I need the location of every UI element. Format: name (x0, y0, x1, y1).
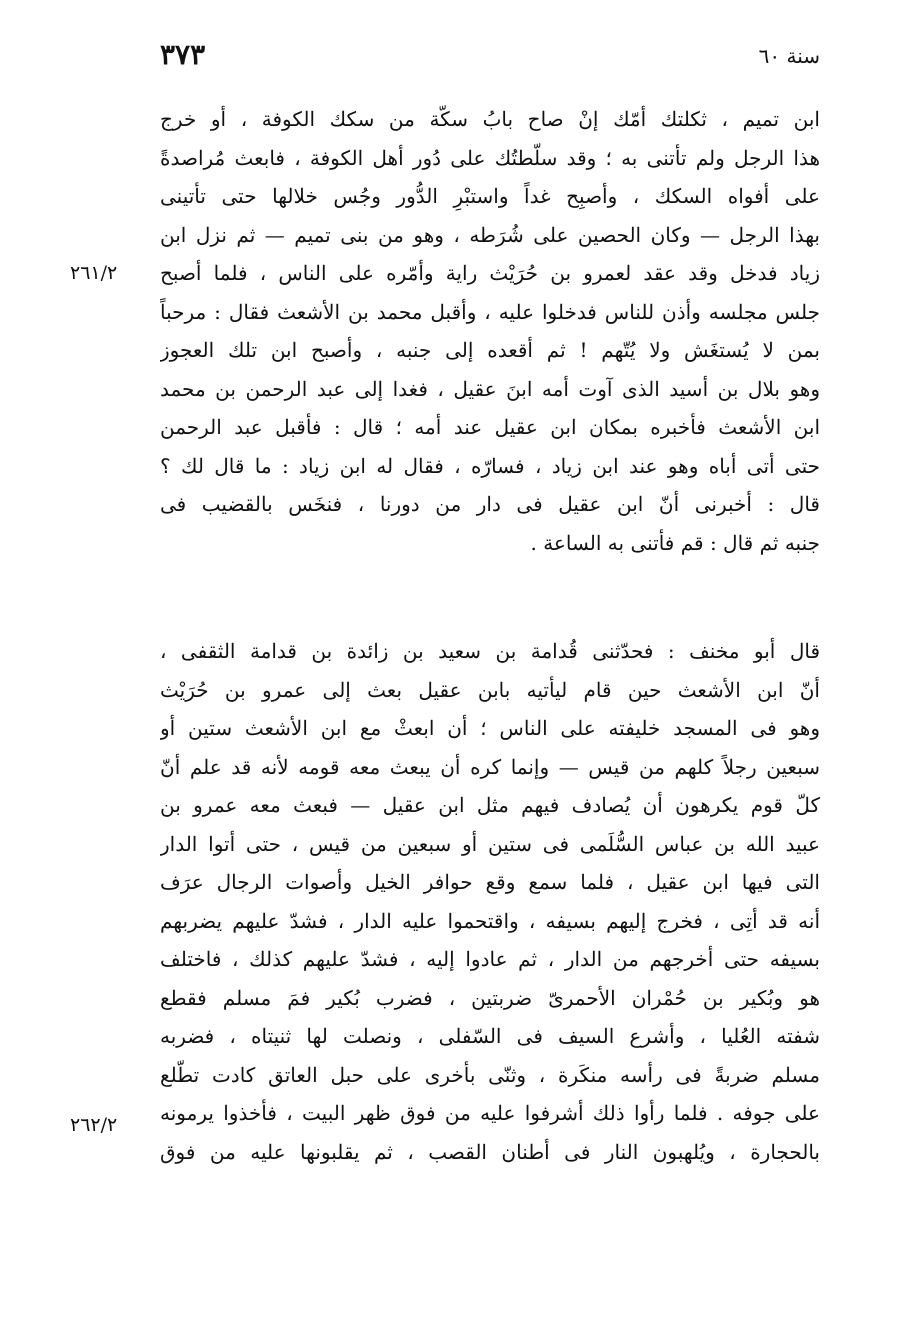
text-line: جنبه ثم قال : قم فأتنى به الساعة . (530, 530, 820, 555)
margin-reference: ٢٦٢/٢ (70, 1114, 118, 1136)
text-line: على أفواه السكك ، وأصبِح غداً واستبْرِ الدُّور وجُس خلالها حتى تأتينى (160, 184, 820, 208)
text-line: قال : أخبرنى أنّ ابن عقيل فى دار من دورنا ، فنخَس بالقضيب فى (160, 492, 820, 516)
margin-reference: ٢٦١/٢ (70, 262, 118, 284)
text-line: هذا الرجل ولم تأتنى به ؛ وقد سلّطتُك على دُور أهل الكوفة ، فابعث مُراصدةً (160, 145, 820, 170)
text-line: زياد فدخل وقد عقد لعمرو بن حُرَيْث راية وأمّره على الناس ، فلما أصبح (160, 261, 820, 285)
text-line: على جوفه . فلما رأوا ذلك أشرفوا عليه من فوق ظهر البيت ، فأخذوا يرمونه (160, 1101, 820, 1125)
text-line: بسيفه حتى أخرجهم من الدار ، ثم عادوا إليه ، فشدّ عليهم كذلك ، فاختلف (160, 947, 820, 971)
text-line: التى فيها ابن عقيل ، فلما سمع وقع حوافر الخيل وأصوات الرجال عرَف (160, 870, 820, 894)
text-line: قال أبو مخنف : فحدّثنى قُدامة بن سعيد بن زائدة بن قدامة الثقفى ، (160, 639, 820, 663)
page-header (160, 38, 820, 78)
text-line: حتى أتى أباه وهو عند ابن زياد ، فسارّه ، فقال له ابن زياد : ما قال لك ؟ (160, 453, 820, 478)
text-line: بالحجارة ، ويُلهبون النار فى أطنان القصب ، ثم يقلبونها عليه من فوق (160, 1139, 820, 1164)
text-line: مسلم ضربةً فى رأسه منكَرة ، وثنّى بأخرى على حبل العاتق كادت تطّلع (160, 1062, 820, 1087)
text-line: هو وبُكير بن حُمْران الأحمرىّ ضربتين ، فضرب بُكير فمَ مسلم فقطع (160, 985, 820, 1010)
text-line: بمن لا يُستغَش ولا يُتّهم ! ثم أقعده إلى جنبه ، وأصبح ابن تلك العجوز (160, 338, 820, 362)
running-head-year: سنة ٦٠ (758, 44, 820, 68)
text-line: جلس مجلسه وأذن للناس فدخلوا عليه ، وأقبل محمد بن الأشعث فقال : مرحباً (160, 299, 820, 324)
paragraph (160, 100, 820, 562)
text-line: ابن الأشعث فأخبره بمكان ابن عقيل عند أمه ؛ قال : فأقبل عبد الرحمن (160, 415, 820, 439)
text-line: بهذا الرجل — وكان الحصين على شُرَطه ، وهو من بنى تميم — ثم نزل ابن (160, 222, 820, 247)
text-line: سبعين رجلاً كلهم من قيس — وإنما كره أن يبعث معه قومه لأنه قد علم أنّ (160, 754, 820, 779)
text-line: عبيد الله بن عباس السُّلَمى فى ستين أو سبعين من قيس ، حتى أتوا الدار (160, 831, 820, 856)
text-line: ابن تميم ، ثكلتك أمّك إنْ صاح بابُ سكّة من سكك الكوفة ، أو خرج (160, 107, 820, 131)
paragraph (160, 632, 820, 1171)
text-line: شفته العُليا ، وأشرع السيف فى السّفلى ، ونصلت لها ثنيتاه ، فضربه (160, 1024, 820, 1048)
text-line: وهو فى المسجد خليفته على الناس ؛ أن ابعثْ مع ابن الأشعث ستين أو (160, 716, 820, 740)
text-line: أنه قد أتِى ، فخرج إليهم بسيفه ، واقتحموا عليه الدار ، فشدّ عليهم يضربهم (160, 908, 820, 933)
text-line: أنّ ابن الأشعث حين قام ليأتيه بابن عقيل بعث إلى عمرو بن حُرَيْث (160, 677, 820, 702)
text-line: وهو بلال بن أسيد الذى آوت أمه ابنَ عقيل ، فغدا إلى عبد الرحمن بن محمد (160, 376, 820, 401)
page-number: ٣٧٣ (160, 38, 206, 71)
text-line: كلّ قوم يكرهون أن يُصادف فيهم مثل ابن عقيل — فبعث معه عمرو بن (160, 793, 820, 817)
